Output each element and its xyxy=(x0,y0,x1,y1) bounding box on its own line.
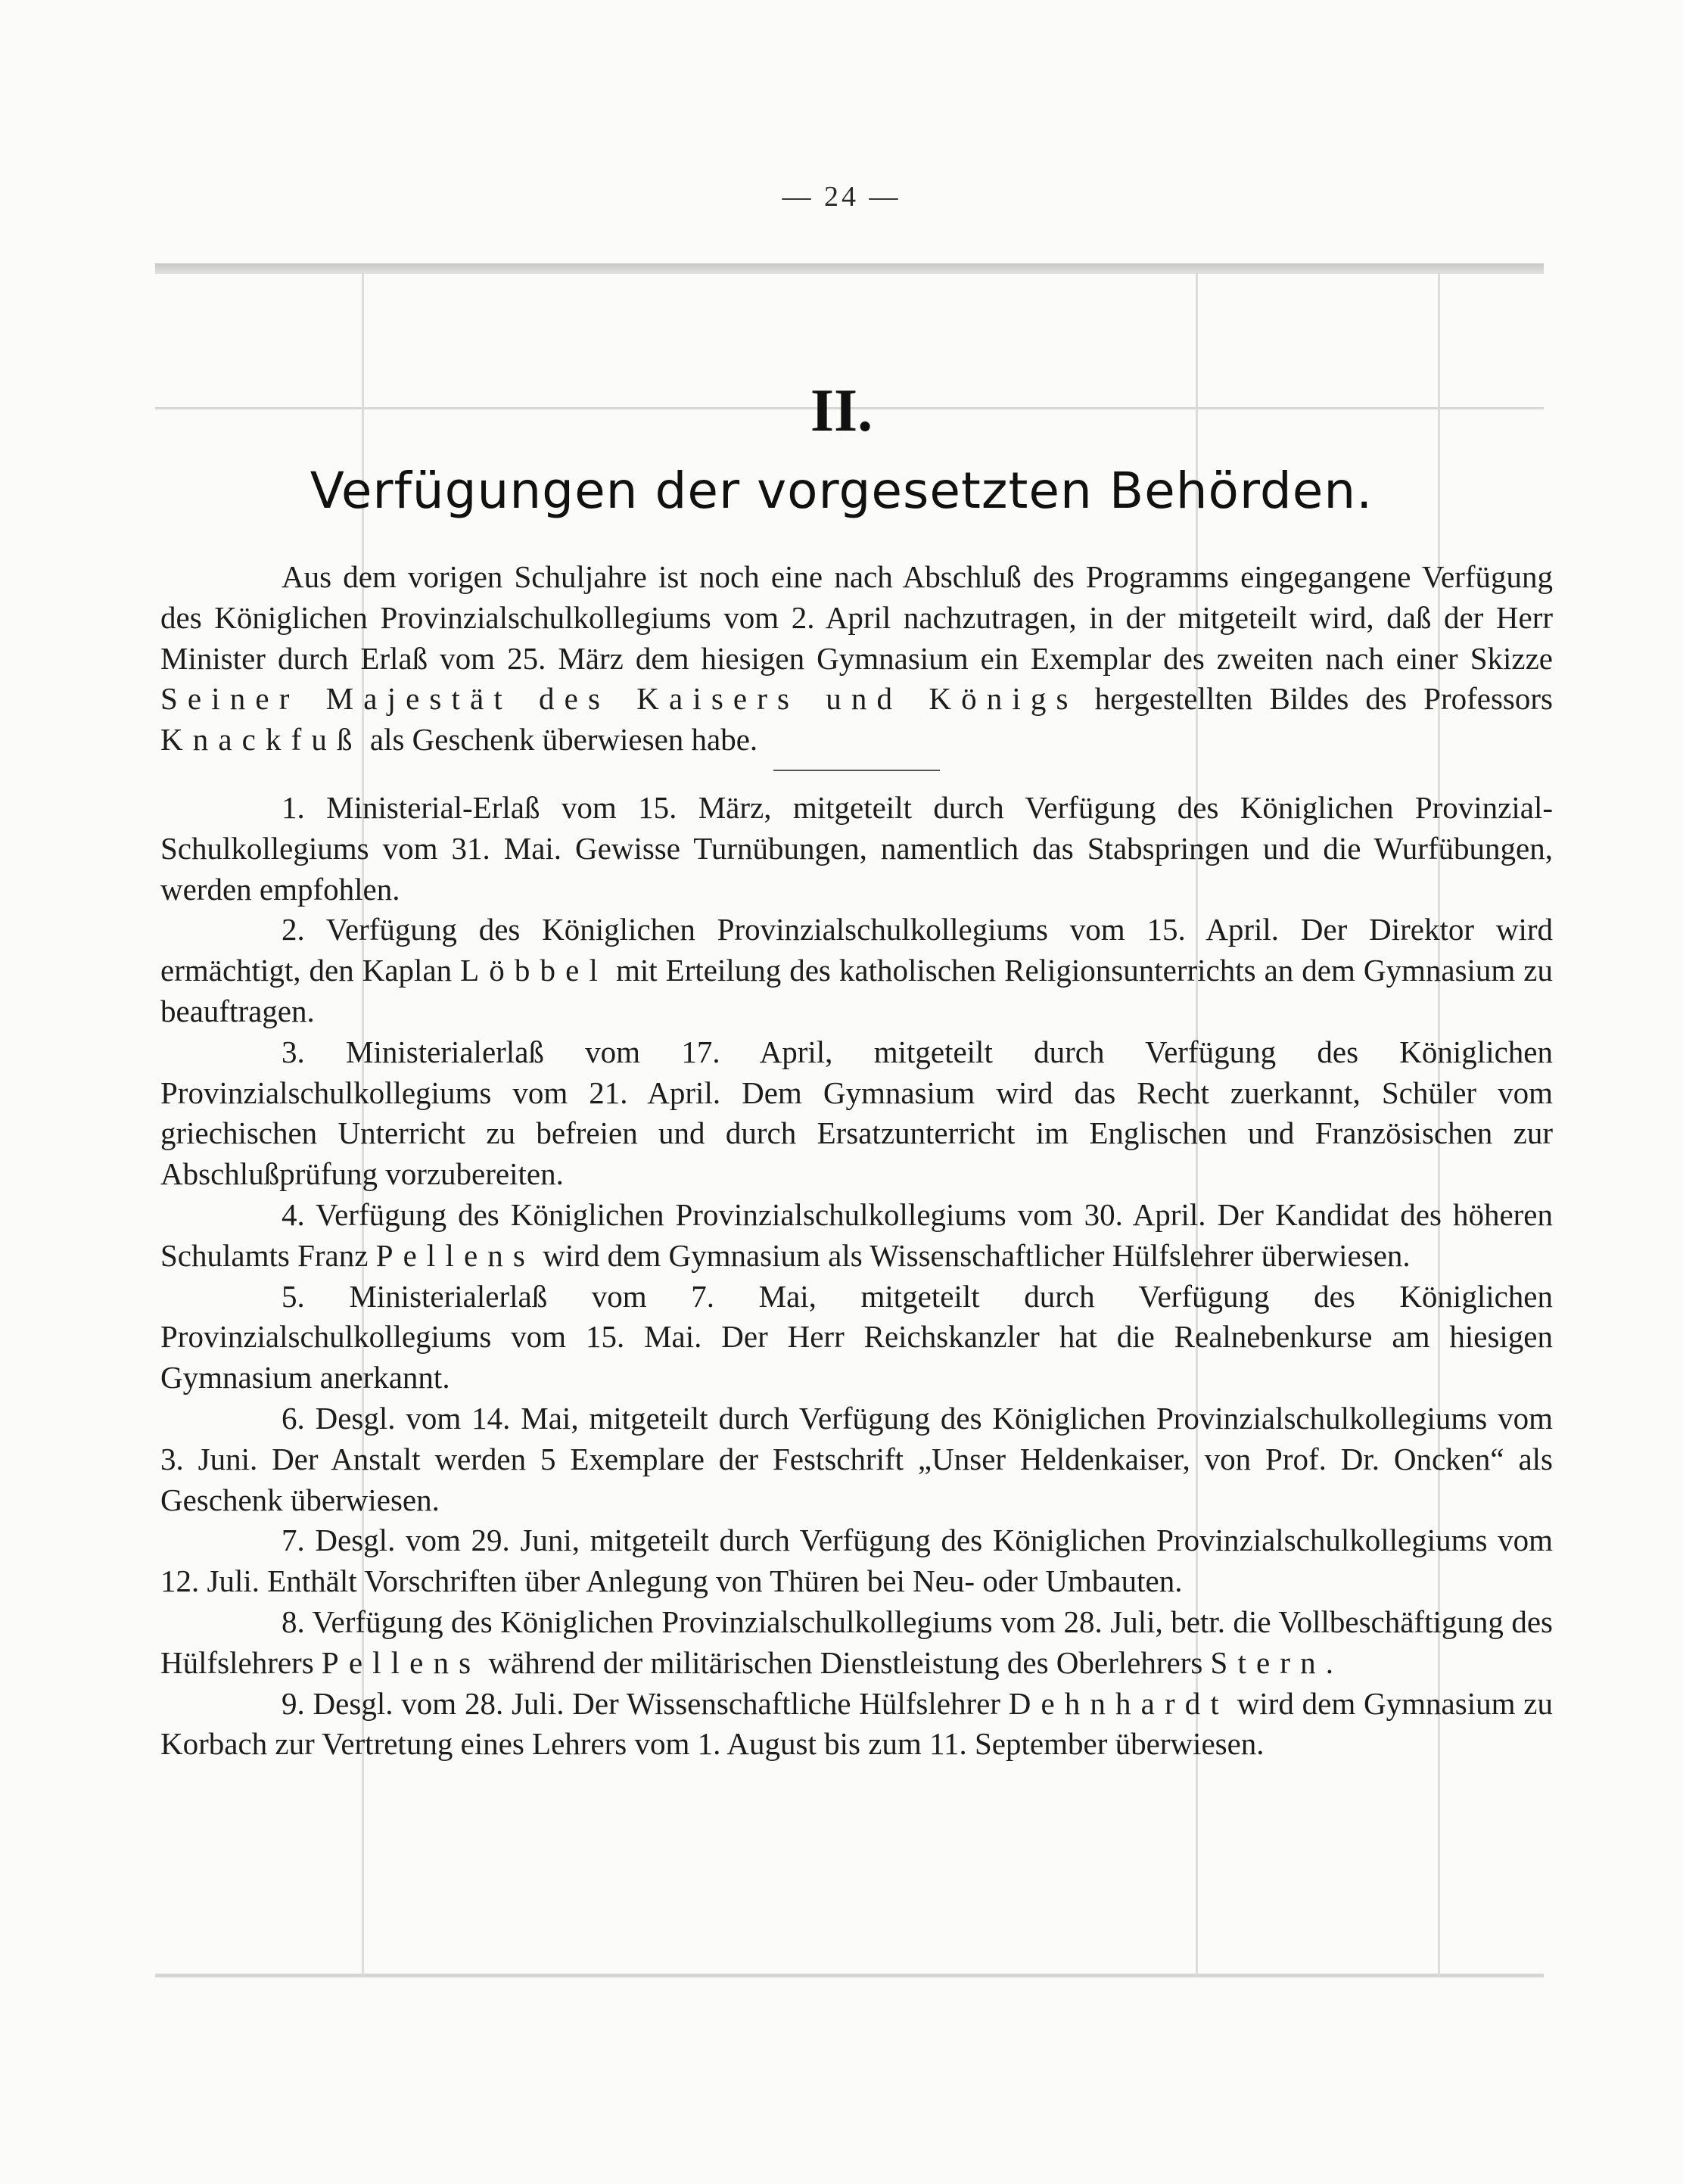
emphasized-name: Seiner Majestät des Kaisers und Königs xyxy=(160,681,1078,717)
section-body xyxy=(160,557,1553,1765)
emphasized-name: Knackfuß xyxy=(160,722,362,758)
section-divider xyxy=(773,770,940,771)
intro-paragraph: Aus dem vorigen Schuljahre ist noch eine nach Abschluß des Programms eingegangene Verfügung des Königlichen Provinzialschulkollegiums vom 2. April nachzutragen, in der mitgeteilt wird, daß der Herr Minister durch Erlaß vom 25. März dem hiesigen Gymnasium ein Exemplar des zweiten nach einer Skizze Seiner Majestät des Kaisers und Königs hergestellten Bildes des Professors Knackfuß als Geschenk überwiesen habe. xyxy=(160,559,1553,758)
page-number: — 24 — xyxy=(782,181,901,213)
decree-item-1: 1. Ministerial-Erlaß vom 15. März, mitgeteilt durch Verfügung des Königlichen Provinzial-Schulkollegiums vom 31. Mai. Gewisse Turnübungen, namentlich das Stabspringen und die Wurfübungen, werden empfohlen. xyxy=(160,789,1553,907)
emphasized-name: Stern xyxy=(1210,1644,1326,1680)
decree-item-4: 4. Verfügung des Königlichen Provinzialschulkollegiums vom 30. April. Der Kandidat des höheren Schulamts Franz Pellens wird dem Gymnasium als Wissenschaftlicher Hülfslehrer überwiesen. xyxy=(160,1196,1553,1273)
section-title: Verfügungen der vorgesetzten Behörden. xyxy=(310,462,1373,520)
decree-item-8: 8. Verfügung des Königlichen Provinzialschulkollegiums vom 28. Juli, betr. die Vollbeschäftigung des Hülfslehrers Pellens während der militärischen Dienstleistung des Oberlehrers Stern. xyxy=(160,1604,1553,1680)
decree-item-2: 2. Verfügung des Königlichen Provinzialschulkollegiums vom 15. April. Der Direktor wird ermächtigt, den Kaplan Löbbel mit Erteilung des katholischen Religionsunterrichts an dem Gymnasium zu beauftragen. xyxy=(160,912,1553,1028)
decree-item-9: 9. Desgl. vom 28. Juli. Der Wissenschaftliche Hülfslehrer Dehnhardt wird dem Gymnasium zu Korbach zur Vertretung eines Lehrers vom 1. August bis zum 11. September überwiesen. xyxy=(160,1685,1553,1762)
emphasized-name: Pellens xyxy=(321,1644,481,1680)
emphasized-name: Dehnhardt xyxy=(1008,1685,1229,1721)
decree-item-3: 3. Ministerialerlaß vom 17. April, mitgeteilt durch Verfügung des Königlichen Provinzialschulkollegiums vom 21. April. Dem Gymnasium wird das Recht zuerkannt, Schüler vom griechischen Unterricht zu befreien und durch Ersatzunterricht im Englischen und Französischen zur Abschlußprüfung vorzubereiten. xyxy=(160,1034,1553,1192)
emphasized-name: Pellens xyxy=(375,1237,535,1273)
decree-item-6: 6. Desgl. vom 14. Mai, mitgeteilt durch Verfügung des Königlichen Provinzialschulkollegiums vom 3. Juni. Der Anstalt werden 5 Exemplare der Festschrift „Unser Heldenkaiser, von Prof. Dr. Oncken“ als Geschenk überwiesen. xyxy=(160,1400,1553,1517)
emphasized-name: Löbbel xyxy=(460,953,608,988)
section-numeral: II. xyxy=(810,378,873,444)
decree-item-7: 7. Desgl. vom 29. Juni, mitgeteilt durch Verfügung des Königlichen Provinzialschulkollegiums vom 12. Juli. Enthält Vorschriften über Anlegung von Thüren bei Neu- oder Umbauten. xyxy=(160,1523,1553,1599)
decree-item-5: 5. Ministerialerlaß vom 7. Mai, mitgeteilt durch Verfügung des Königlichen Provinzialschulkollegiums vom 15. Mai. Der Herr Reichskanzler hat die Realnebenkurse am hiesigen Gymnasium anerkannt. xyxy=(160,1278,1553,1395)
